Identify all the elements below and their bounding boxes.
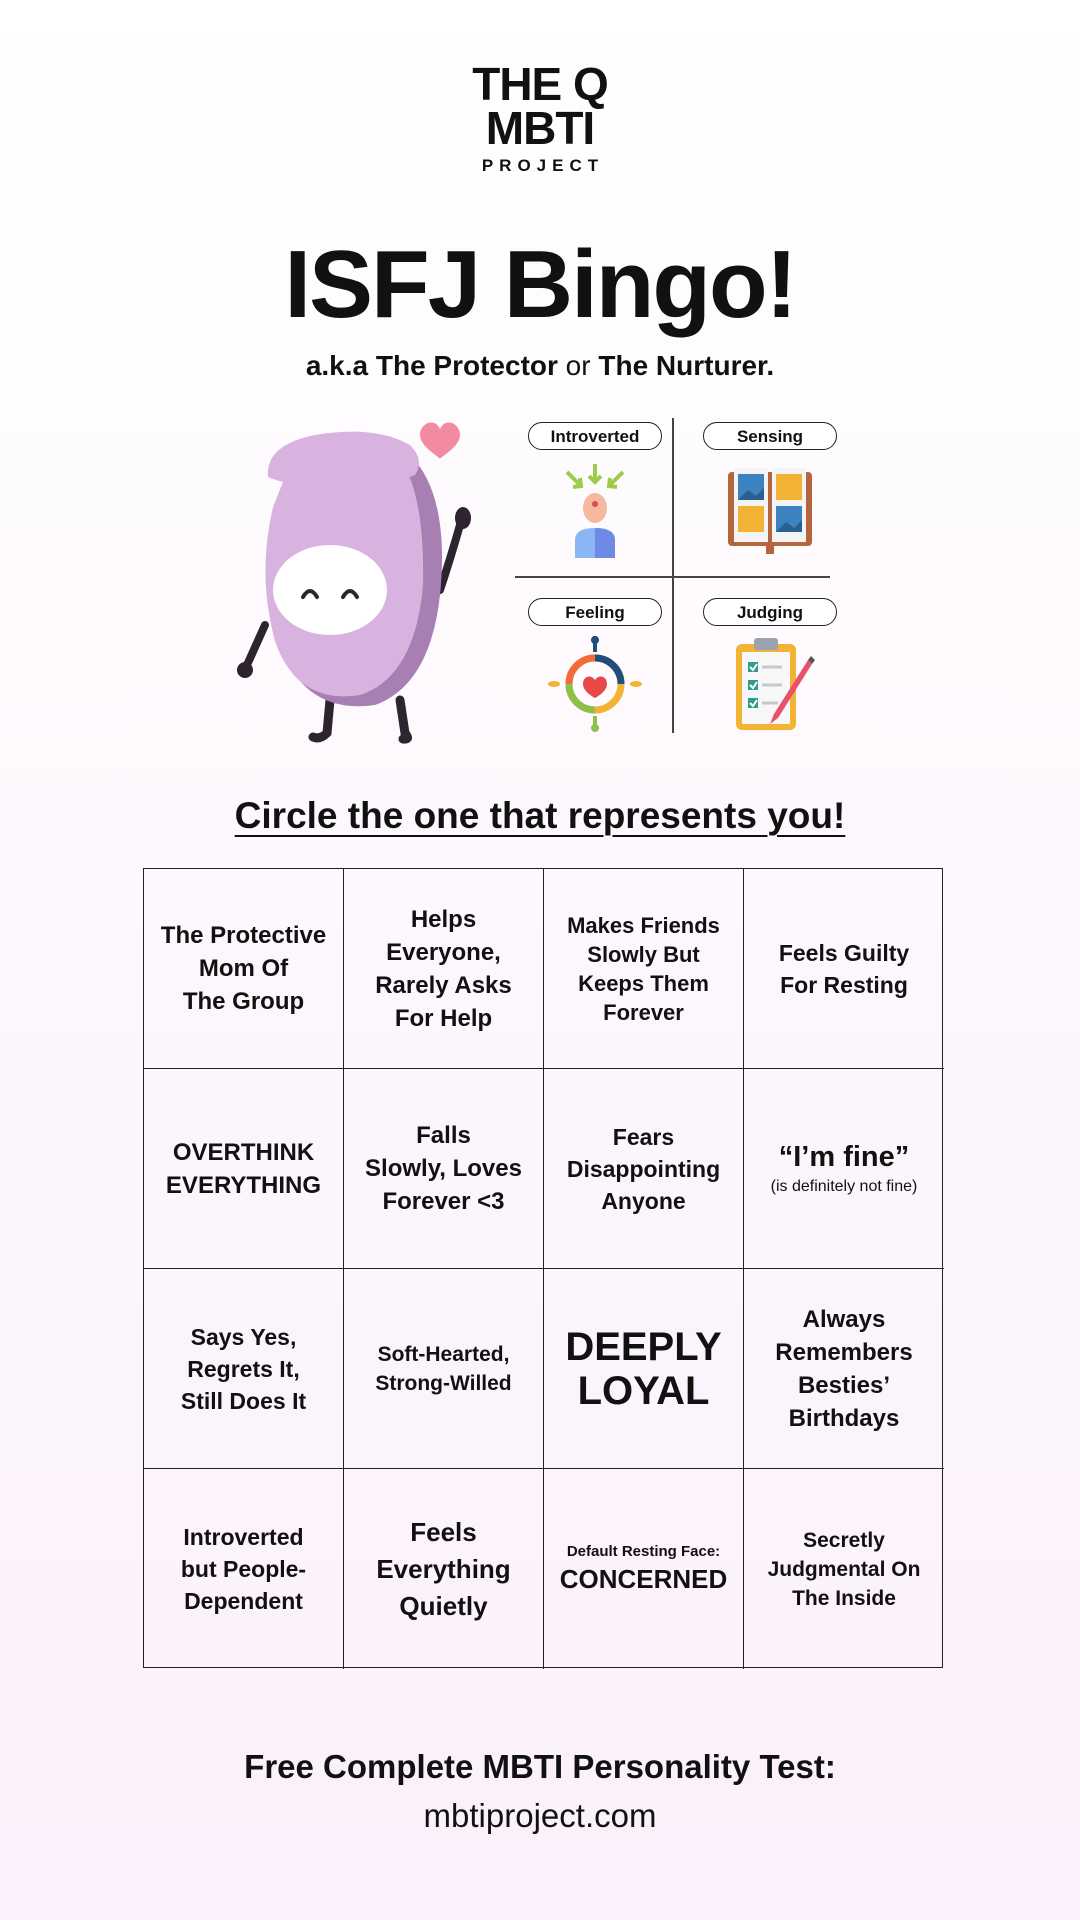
- trait-feeling-pill: Feeling: [528, 598, 662, 626]
- bingo-cell-16[interactable]: Secretly Judgmental On The Inside: [767, 1528, 921, 1610]
- bingo-grid: [143, 868, 943, 1668]
- person-inward-arrows-icon: [545, 460, 645, 560]
- bingo-cell-8-main: “I’m fine”: [778, 1141, 910, 1173]
- bingo-cell-11[interactable]: DEEPLY LOYAL: [544, 1269, 744, 1469]
- bingo-cell-4[interactable]: Feels Guilty For Resting: [744, 869, 944, 1069]
- logo-line-2: MBTI: [485, 102, 595, 154]
- checklist-clipboard-icon: [720, 634, 820, 734]
- bingo-cell-14[interactable]: Feels Everything Quietly: [344, 1469, 544, 1669]
- bingo-cell-12[interactable]: Always Remembers Besties’ Birthdays: [744, 1269, 944, 1469]
- trait-introverted-pill: Introverted: [528, 422, 662, 450]
- bingo-cell-3[interactable]: Makes Friends Slowly But Keeps Them Forever: [544, 869, 744, 1069]
- bingo-cell-10[interactable]: Soft-Hearted, Strong-Willed: [344, 1269, 544, 1469]
- heart-target-icon: [545, 634, 645, 734]
- trait-judging-pill: Judging: [703, 598, 837, 626]
- bingo-cell-9[interactable]: Says Yes, Regrets It, Still Does It: [144, 1269, 344, 1469]
- logo-line-1: THE Q: [472, 58, 608, 110]
- bingo-cell-7[interactable]: Fears Disappointing Anyone: [544, 1069, 744, 1269]
- quadrant-horizontal-divider: [515, 576, 830, 578]
- instruction-text: Circle the one that represents you!: [234, 795, 846, 836]
- bingo-cell-2[interactable]: Helps Everyone, Rarely Asks For Help: [344, 869, 544, 1069]
- photo-album-icon: [720, 460, 820, 560]
- bingo-cell-1[interactable]: The Protective Mom Of The Group: [144, 869, 344, 1069]
- subtitle-prefix: a.k.a: [305, 350, 376, 381]
- bingo-cell-6[interactable]: Falls Slowly, Loves Forever <3: [344, 1069, 544, 1269]
- purple-blob-mascot-icon: [235, 415, 485, 745]
- subtitle-name-1: The Protector: [375, 350, 558, 381]
- subtitle-middle: or: [557, 350, 599, 381]
- bingo-cell-5[interactable]: OVERTHINK EVERYTHING: [144, 1069, 344, 1269]
- bingo-cell-15-main: CONCERNED: [559, 1564, 728, 1594]
- bingo-cell-8[interactable]: [744, 1069, 944, 1269]
- bingo-cell-15-sub: Default Resting Face:: [566, 1543, 721, 1560]
- bingo-cell-15[interactable]: [544, 1469, 744, 1669]
- instruction-heading: [0, 795, 1080, 837]
- subtitle-name-2: The Nurturer.: [598, 350, 775, 381]
- trait-quadrant: [515, 418, 830, 738]
- page-title: ISFJ Bingo!: [284, 231, 796, 338]
- footer-website-link[interactable]: mbtiproject.com: [423, 1797, 657, 1834]
- page-subtitle: [0, 350, 1080, 382]
- footer-cta: Free Complete MBTI Personality Test:: [244, 1748, 836, 1785]
- trait-sensing-pill: Sensing: [703, 422, 837, 450]
- bingo-cell-13[interactable]: Introverted but People- Dependent: [144, 1469, 344, 1669]
- brand-logo: [0, 58, 1080, 176]
- bingo-cell-8-sub: (is definitely not fine): [770, 1178, 918, 1195]
- logo-line-3: PROJECT: [481, 156, 605, 175]
